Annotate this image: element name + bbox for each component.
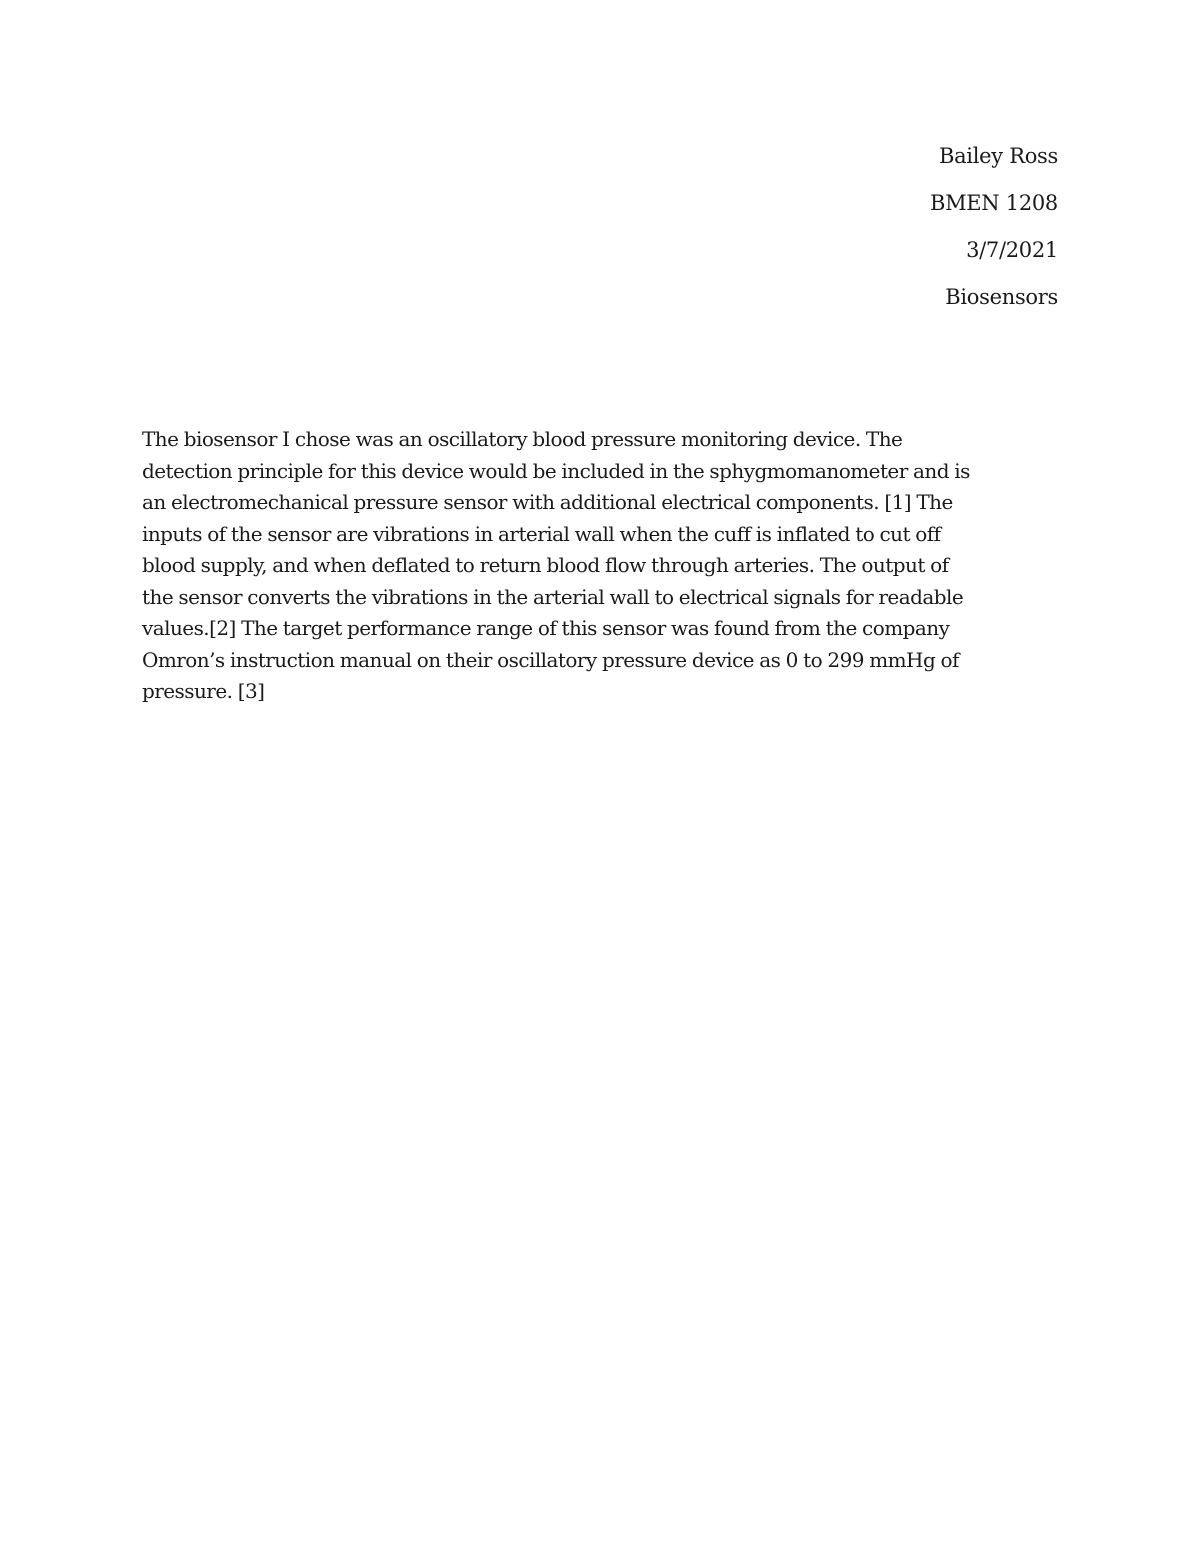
body-line: pressure. [3] <box>142 679 265 703</box>
body-line: an electromechanical pressure sensor with additional electrical components. [1] The <box>142 490 953 514</box>
date: 3/7/2021 <box>966 238 1058 262</box>
body-line: the sensor converts the vibrations in the arterial wall to electrical signals for readable <box>142 584 964 609</box>
body-line: inputs of the sensor are vibrations in arterial wall when the cuff is inflated to cut off <box>142 521 941 546</box>
topic: Biosensors <box>945 285 1058 309</box>
body-line: values.[2] The target performance range of this sensor was found from the company <box>142 616 950 640</box>
body-paragraph <box>142 424 1062 708</box>
author-name: Bailey Ross <box>938 144 1058 168</box>
body-line: blood supply, and when deflated to return blood flow through arteries. The output of <box>142 553 949 577</box>
body-line: The biosensor I chose was an oscillatory blood pressure monitoring device. The <box>142 427 903 451</box>
body-line: detection principle for this device would be included in the sphygmomanometer and is <box>142 458 970 483</box>
course-code: BMEN 1208 <box>929 191 1058 215</box>
header-block <box>558 138 1058 326</box>
body-line: Omron’s instruction manual on their oscillatory pressure device as 0 to 299 mmHg of <box>142 647 959 672</box>
